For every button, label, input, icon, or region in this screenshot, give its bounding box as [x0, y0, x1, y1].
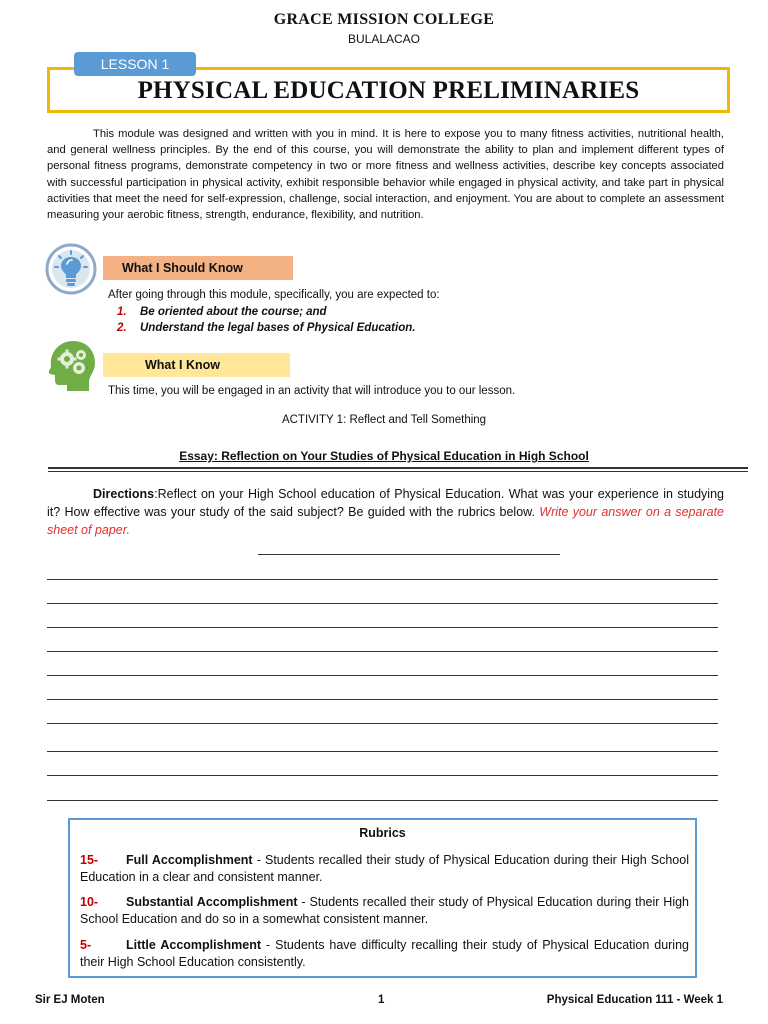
footer-page-number: 1 — [378, 994, 385, 1006]
divider — [48, 471, 748, 472]
rubrics-box — [68, 818, 697, 978]
what-i-should-know-label: What I Should Know — [103, 256, 293, 280]
answer-line — [47, 699, 718, 700]
lesson-title: PHYSICAL EDUCATION PRELIMINARIES — [137, 77, 640, 104]
title-blank-line — [258, 554, 560, 555]
rubric-item: 10- Substantial Accomplishment - Students recalled their study of Physical Education during their High School Education and do so in a somewhat consistent manner. — [80, 895, 690, 926]
list-item: 1. Be oriented about the course; and — [117, 306, 327, 318]
what-i-know-text: This time, you will be engaged in an activity that will introduce you to our lesson. — [108, 385, 516, 397]
intro-paragraph: This module was designed and written with you in mind. It is here to expose you to many fitness activities, nutritional health, and general wellness principles. By the end of this course, you will demonstrate the ability to plan and implement different types of personal fitness programs, demonstrate competency in two or more fitness and wellness activities, describe key concepts associated with successful participation in physical activity, exhibit responsible behavior while engaged in physical activity, and take part in physical activities that meet the need for self-expression, challenge, social interaction, and enjoyment. You are about to complete an assessment measuring your aerobic fitness, strength, endurance, flexibility, and nutrition. — [47, 128, 724, 222]
footer-course: Physical Education 111 - Week 1 — [546, 994, 723, 1006]
answer-line — [47, 751, 718, 752]
rubric-item: 5- Little Accomplishment - Students have difficulty recalling their study of Physical Education during their High School Education consistently. — [80, 938, 689, 969]
head-gears-icon — [43, 337, 101, 393]
lesson-badge: LESSON 1 — [74, 52, 196, 76]
answer-line — [47, 675, 718, 676]
college-name: GRACE MISSION COLLEGE — [273, 11, 495, 28]
essay-title: Essay: Reflection on Your Studies of Physical Education in High School — [179, 449, 589, 463]
list-item: 2. Understand the legal bases of Physical Education. — [117, 322, 416, 334]
answer-line — [47, 723, 718, 724]
answer-line — [47, 800, 718, 801]
college-location: BULALACAO — [347, 32, 421, 46]
directions-paragraph: Directions:Reflect on your High School education of Physical Education. What was your experience in studying it? How effective was your study of the said subject? Be guided with the rubrics below. Write your answer on a separate sheet of paper. — [47, 487, 724, 537]
objectives-lead: After going through this module, specifically, you are expected to: — [108, 289, 440, 301]
rubrics-title: Rubrics — [359, 826, 406, 840]
answer-line — [47, 579, 718, 580]
objectives-list — [117, 304, 415, 336]
directions-note: Write your answer on a separate sheet of paper. — [47, 505, 724, 537]
answer-line — [47, 603, 718, 604]
what-i-know-label: What I Know — [103, 353, 290, 377]
rubric-item: 15- Full Accomplishment - Students recalled their study of Physical Education during their High School Education in a clear and consistent manner. — [80, 853, 689, 884]
answer-line — [47, 651, 718, 652]
lightbulb-icon — [45, 243, 97, 295]
answer-line — [47, 627, 718, 628]
answer-line — [47, 775, 718, 776]
activity-title: ACTIVITY 1: Reflect and Tell Something — [281, 414, 487, 426]
footer-author: Sir EJ Moten — [35, 994, 105, 1006]
divider — [48, 467, 748, 469]
